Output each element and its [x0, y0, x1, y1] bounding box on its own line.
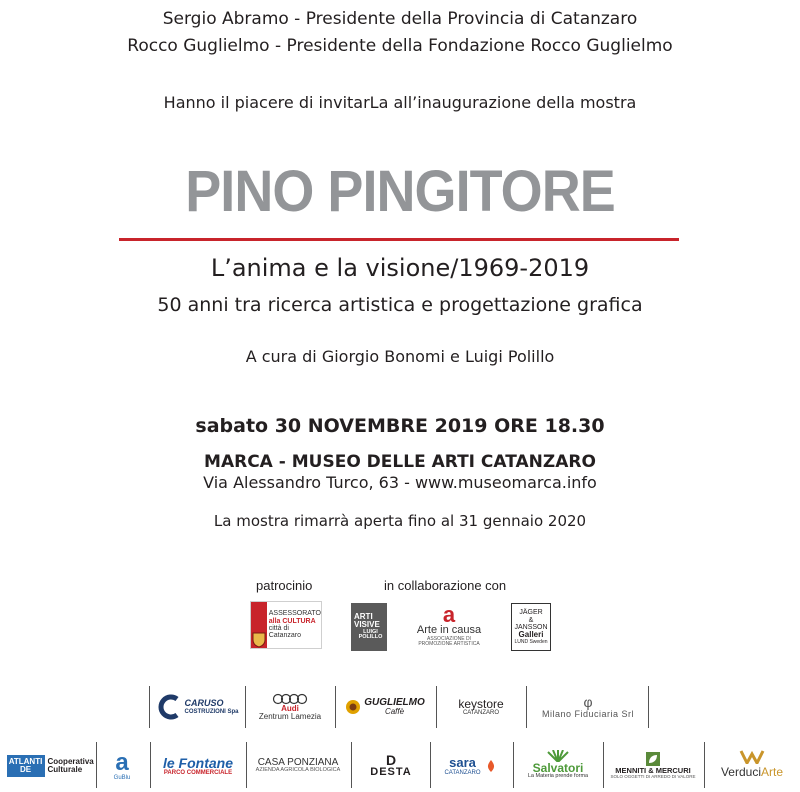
arte-in-causa-name: Arte in causa: [416, 623, 482, 636]
casa-ponziana-name: CASA PONZIANA: [257, 756, 339, 768]
sponsor-divider: [351, 742, 352, 788]
arti-visive-line3: LUIGI POLILLO: [358, 628, 383, 641]
jager-jansson-logo: [511, 603, 551, 651]
milano-name: Milano Fiduciaria Srl: [541, 708, 635, 719]
le-fontane-logo: [155, 748, 241, 784]
jager-line3: JANSSON: [514, 623, 548, 631]
coat-of-arms-icon: [251, 602, 267, 648]
event-date: sabato 30 NOVEMBRE 2019 ORE 18.30: [195, 415, 605, 437]
salvatori-sub: La Materia prende forma: [527, 773, 589, 780]
menniti-mercuri-logo: [607, 744, 699, 786]
milano-mark: φ: [583, 693, 593, 710]
sponsor-divider: [150, 742, 151, 788]
sara-name: sara: [449, 755, 476, 771]
salvatori-rays-icon: [543, 750, 573, 762]
cooperativa-name: Cooperativa Culturale: [47, 756, 94, 774]
exhibition-subtitle: 50 anni tra ricerca artistica e progettazione grafica: [157, 294, 643, 316]
patrocinio-label: patrocinio: [256, 578, 313, 593]
jager-line1: JÄGER: [519, 609, 543, 617]
menniti-sub: SOLO OGGETTI DI ARREDO DI VALORE: [610, 773, 696, 779]
exhibition-title: L’anima e la visione/1969-2019: [210, 254, 590, 282]
menniti-leaf-icon: [645, 751, 661, 767]
jager-line4: Galleri: [518, 630, 544, 640]
fontane-name: le Fontane: [162, 754, 233, 771]
artist-name: PINO PINGITORE: [185, 159, 615, 224]
sponsor-divider: [603, 742, 604, 788]
sponsor-divider: [704, 742, 705, 788]
keystore-logo: [442, 690, 520, 724]
arti-visive-line2: VISIVE: [354, 620, 380, 630]
invitation-line: Hanno il piacere di invitarLa all’inaugurazione della mostra: [163, 93, 637, 112]
desta-mark: D: [385, 752, 397, 769]
curators: A cura di Giorgio Bonomi e Luigi Polillo: [245, 347, 555, 366]
keystore-name: keystore: [458, 696, 504, 711]
caruso-name: CARUSO: [184, 698, 224, 709]
sponsor-divider: [246, 742, 247, 788]
guglielmo-caffe-logo: [340, 690, 430, 724]
guglielmo-sub: Caffè: [384, 707, 405, 717]
salvatori-name: Salvatori: [532, 760, 584, 775]
sponsor-divider: [436, 686, 437, 728]
salvatori-logo: [518, 744, 598, 786]
assessorato-cultura-logo: [250, 601, 322, 649]
sara-sub: CATANZARO: [444, 769, 481, 776]
audi-logo: [250, 688, 330, 726]
sponsor-divider: [96, 742, 97, 788]
sponsor-divider: [526, 686, 527, 728]
audi-sub: Zentrum Lamezia: [258, 712, 322, 721]
sponsor-divider: [335, 686, 336, 728]
audi-brand: Audi: [281, 703, 299, 713]
closing-date: La mostra rimarrà aperta fino al 31 gennaio 2020: [213, 512, 587, 530]
desta-name: DESTA: [370, 766, 412, 779]
caruso-c-icon: [157, 694, 181, 720]
audi-rings-icon: [272, 693, 308, 705]
shield-icon: [252, 632, 266, 648]
sponsor-divider: [648, 686, 649, 728]
arte-in-causa-logo: [413, 600, 485, 652]
cooperativa-mark: ATLANTIDE: [7, 755, 45, 778]
event-address: Via Alessandro Turco, 63 - www.museomarca.info: [203, 473, 597, 492]
assessorato-line1: ASSESSORATO: [268, 610, 321, 618]
sponsor-divider: [149, 686, 150, 728]
keystore-sub: CATANZARO: [462, 710, 500, 717]
gublu-name: GuBlu: [113, 774, 131, 781]
sara-flame-icon: [484, 759, 498, 773]
casa-ponziana-sub: AZIENDA AGRICOLA BIOLOGICA: [255, 767, 341, 774]
arti-visive-logo: [351, 603, 387, 651]
host-line-2: Rocco Guglielmo - Presidente della Fondazione Rocco Guglielmo: [127, 36, 673, 56]
arti-visive-line1: ARTI: [354, 611, 373, 621]
event-venue: MARCA - MUSEO DELLE ARTI CATANZARO: [204, 452, 596, 472]
jager-line5: LUND Sweden: [514, 638, 548, 645]
coffee-bean-icon: [345, 699, 361, 715]
verduci-mark-icon: [739, 750, 765, 764]
verduci-name2: Arte: [761, 764, 784, 779]
sara-logo: [434, 748, 508, 784]
arte-in-causa-mark: a: [442, 601, 456, 627]
host-line-1: Sergio Abramo - Presidente della Provincia di Catanzaro: [162, 9, 638, 29]
collaborazione-label: in collaborazione con: [384, 578, 507, 593]
menniti-name: MENNITI & MERCURI: [615, 765, 691, 775]
gublu-mark: a: [115, 748, 129, 776]
gublu-logo: [100, 744, 144, 788]
assessorato-line2: alla CULTURA: [268, 617, 316, 625]
casa-ponziana-logo: [250, 748, 346, 784]
title-rule: [119, 238, 679, 241]
caruso-sub: COSTRUZIONI Spa: [184, 708, 239, 715]
sponsor-divider: [513, 742, 514, 788]
milano-fiduciaria-logo: [532, 690, 644, 724]
arte-in-causa-sub: ASSOCIAZIONE DI PROMOZIONE ARTISTICA: [418, 635, 480, 647]
guglielmo-name: GUGLIELMO: [364, 696, 425, 708]
sponsor-divider: [430, 742, 431, 788]
assessorato-line3: città di Catanzaro: [268, 625, 302, 640]
jager-line2: &: [528, 616, 534, 624]
fontane-sub: PARCO COMMERCIALE: [163, 770, 233, 777]
caruso-logo: [156, 688, 240, 726]
verduci-name1: Verduci: [720, 764, 761, 779]
cooperativa-culturale-logo: [4, 744, 94, 788]
desta-logo: [356, 746, 426, 786]
sponsor-divider: [245, 686, 246, 728]
verduci-arte-logo: [708, 744, 796, 786]
